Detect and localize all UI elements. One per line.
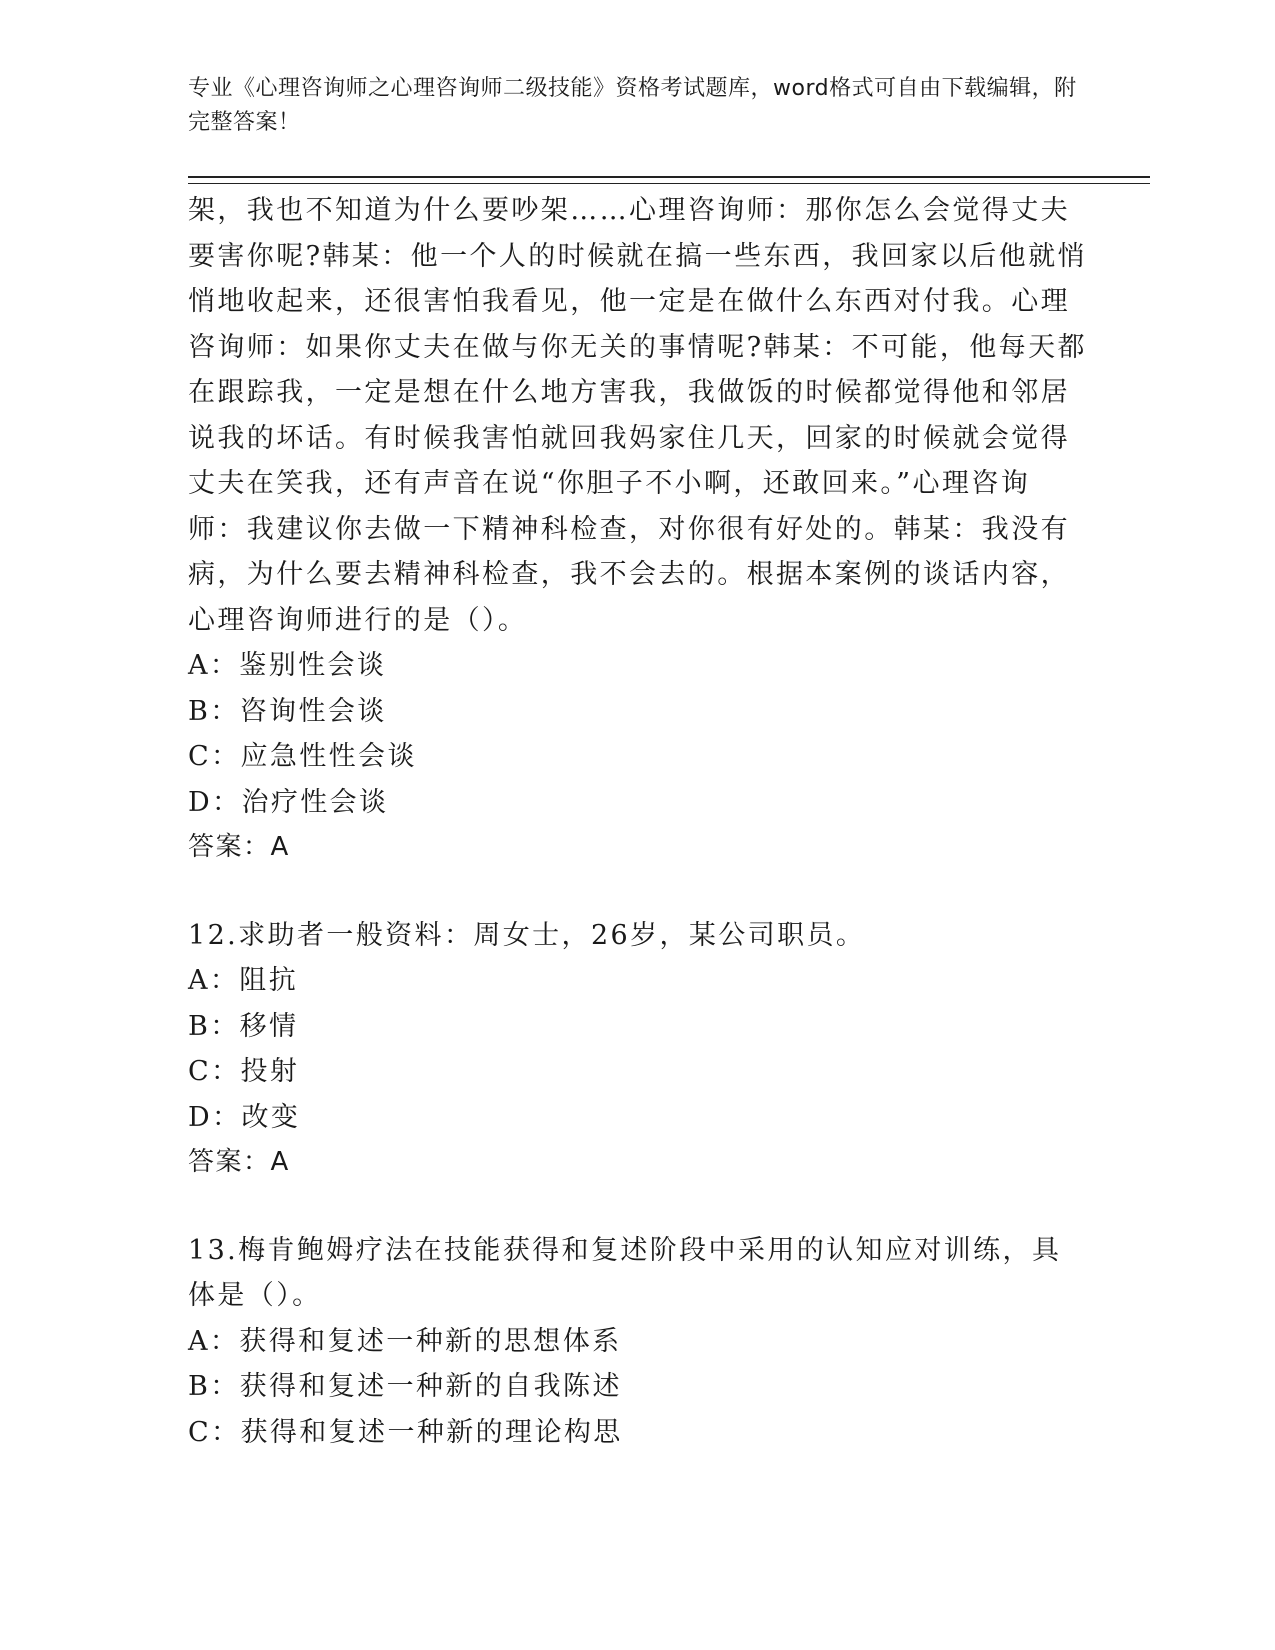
- question-11-option-d: D：治疗性会谈: [188, 786, 389, 818]
- question-11-text: 架，我也不知道为什么要吵架……心理咨询师：那你怎么会觉得丈夫要害你呢?韩某：他一个人的时候就在搞一些东西，我回家以后他就悄悄地收起来，还很害怕我看见，他一定是在做什么东西对付我。心理咨询师：如果你丈夫在做与你无关的事情呢?韩某：不可能，他每天都在跟踪我，一定是想在什么地方害我，我做饭的时候都觉得他和邻居说我的坏话。有时候我害怕就回我妈家住几天，回家的时候就会觉得丈夫在笑我，还有声音在说“你胆子不小啊，还敢回来。”心理咨询师：我建议你去做一下精神科检查，对你很有好处的。韩某：我没有病，为什么要去精神科检查，我不会去的。根据本案例的谈话内容，心理咨询师进行的是（）。: [188, 195, 1087, 636]
- question-12-answer: 答案：A: [188, 1147, 290, 1177]
- question-11-option-a: A：鉴别性会谈: [188, 650, 387, 681]
- question-12: [188, 913, 1088, 1186]
- header-rule-thick: [188, 176, 1150, 178]
- question-11-option-c: C：应急性性会谈: [188, 741, 417, 772]
- document-body: [188, 188, 1088, 1455]
- question-12-option-d: D：改变: [188, 1101, 301, 1133]
- question-13: [188, 1228, 1088, 1456]
- question-11: [188, 188, 1088, 871]
- question-13-option-a: A：获得和复述一种新的思想体系: [188, 1325, 622, 1357]
- question-12-stem: 12.求助者一般资料：周女士，26岁，某公司职员。: [188, 919, 866, 951]
- header-rule-thin: [188, 183, 1150, 184]
- question-11-option-b: B：咨询性会谈: [188, 695, 387, 727]
- question-12-option-b: B：移情: [188, 1010, 299, 1042]
- question-12-option-a: A：阻抗: [188, 965, 299, 996]
- document-header: 专业《心理咨询师之心理咨询师二级技能》资格考试题库，word格式可自由下载编辑，附完整答案！: [188, 76, 1077, 135]
- question-11-answer: 答案：A: [188, 832, 290, 862]
- question-12-option-c: C：投射: [188, 1056, 300, 1087]
- question-13-option-b: B：获得和复述一种新的自我陈述: [188, 1371, 622, 1402]
- question-13-option-c: C：获得和复述一种新的理论构思: [188, 1416, 623, 1448]
- question-13-stem: 13.梅肯鲍姆疗法在技能获得和复述阶段中采用的认知应对训练，具体是（）。: [188, 1234, 1062, 1311]
